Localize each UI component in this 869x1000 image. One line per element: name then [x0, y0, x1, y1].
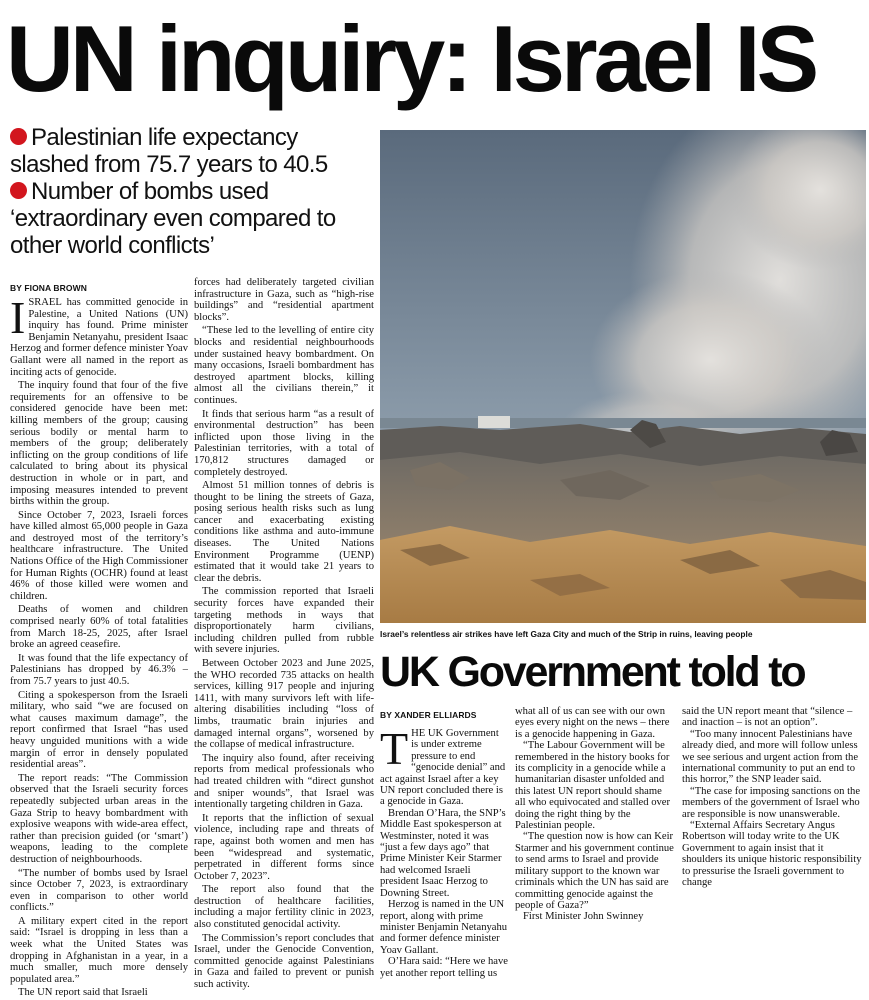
byline-main: BY FIONA BROWN	[10, 283, 87, 293]
article-paragraph: “The number of bombs used by Israel since October 7, 2023, is extraordinary even in comparison to other world conflicts.”	[10, 867, 188, 914]
drop-cap: I	[10, 297, 26, 343]
article-paragraph: Brendan O’Hara, the SNP’s Middle East spokesperson at Westminster, noted it was “just a few days ago” that Prime Minister Keir Starmer had welcomed Israeli president Isaac Herzog to Downing Street.	[380, 807, 506, 899]
gaza-ruins-photo	[380, 130, 866, 623]
article-paragraph: “The Labour Government will be remembered in the history books for its complicity in a genocide while a humanitarian disaster unfolded and this latest UN report should shame all who equivocated and stalled over doing the right thing by the Palestinian people.	[515, 740, 671, 832]
main-article-column-1	[10, 297, 188, 997]
article-paragraph: The Commission’s report concludes that Israel, under the Genocide Convention, committed genocide against Palestinians in Gaza and failed to prevent or punish such activity.	[194, 932, 374, 991]
main-article-column-2	[194, 277, 374, 997]
second-headline: UK Government told to	[380, 648, 805, 696]
article-paragraph: said the UN report meant that “silence – and inaction – is not an option”.	[682, 706, 853, 729]
article-paragraph: what all of us can see with our own eyes every night on the news – there is a genocide happening in Gaza.	[515, 706, 670, 740]
standfirst-bullets	[10, 124, 370, 259]
article-paragraph: Citing a spokesperson from the Israeli military, who said “we are focused on what causes maximum damage”, the report confirmed that Israel “has used heavy unguided munitions with a wide margin of error in densely populated residential areas”.	[10, 689, 188, 771]
article-paragraph: forces had deliberately targeted civilian infrastructure in Gaza, such as “high-rise buildings” and “residential apartment blocks”.	[194, 277, 374, 323]
bullet-text: Number of bombs used ‘extraordinary even compared to other world conflicts’	[10, 178, 336, 259]
bullet-point	[10, 178, 370, 259]
bullet-point	[10, 124, 370, 178]
second-article-column-1	[380, 728, 508, 998]
article-paragraph: “The case for imposing sanctions on the members of the government of Israel who are responsible is now unanswerable.	[682, 785, 861, 820]
article-paragraph: It finds that serious harm “as a result of environmental destruction” has been inflicted upon those living in the Palestinian territories, with a total of 170,812 structures damaged or completely destroyed.	[194, 408, 374, 478]
red-bullet-icon	[10, 128, 27, 145]
byline-second: BY XANDER ELLIARDS	[380, 710, 477, 720]
article-paragraph: A military expert cited in the report said: “Israel is dropping in less than a week what the United States was dropping in Afghanistan in a year, in a much smaller, much more densely populated area.”	[10, 915, 188, 985]
article-paragraph: Between October 2023 and June 2025, the WHO recorded 735 attacks on health services, killing 917 people and injuring 1411, with many survivors left with life-altering disabilities including “loss of limbs, traumatic brain injuries and damaged internal organs”, worsened by the collapse of medical infrastructure.	[194, 658, 374, 751]
article-paragraph: It was found that the life expectancy of Palestinians has dropped by 46.3% – from 75.7 years to just 40.5.	[10, 652, 188, 687]
article-paragraph: First Minister John Swinney	[523, 911, 644, 923]
red-bullet-icon	[10, 182, 27, 199]
article-paragraph: “The question now is how can Keir Starmer and his government continue to send arms to Israel and provide military support to the known war criminals which the UN has said are committing genocide against the people of Gaza?”	[515, 831, 674, 911]
headline: UN inquiry: Israel IS	[6, 6, 816, 111]
article-paragraph: The inquiry also found, after receiving reports from medical professionals who had treated children with “direct gunshot and sniper wounds”, that Israel was intentionally targeting children in Gaza.	[194, 752, 374, 811]
second-article-column-3	[682, 706, 862, 998]
article-paragraph: “Too many innocent Palestinians have already died, and more will follow unless we see serious and urgent action from the international community to put an end to this horror,” the SNP leader said.	[682, 728, 859, 786]
second-article-column-2	[515, 706, 675, 998]
photo-caption: Israel’s relentless air strikes have left Gaza City and much of the Strip in ruins, leaving people	[380, 629, 753, 639]
article-paragraph: The inquiry found that four of the five requirements for an offensive to be considered genocide have been met: killing members of the group; causing serious bodily or mental harm to members of the group; deliberately inflicting on the group conditions of life calculated to bring about its physical destruction in whole or in part, and imposing measures intended to prevent births within the group.	[10, 380, 188, 508]
article-paragraph: It reports that the infliction of sexual violence, including rape and threats of rape, against both women and men has been “widespread and systematic, perpetrated in different forms since October 7, 2023”.	[194, 812, 374, 882]
article-paragraph: Deaths of women and children comprised nearly 60% of total fatalities from March 18-25, 2025, after Israel broke an agreed ceasefire.	[10, 604, 188, 651]
drop-cap: T	[380, 728, 409, 774]
article-paragraph: The UN report said that Israeli	[18, 987, 148, 997]
article-paragraph: “External Affairs Secretary Angus Robertson will today write to the UK Government to again insist that it shoulders its unique historic responsibility to pressurise the Israeli government to change	[682, 820, 862, 889]
article-paragraph: Herzog is named in the UN report, along with prime minister Benjamin Netanyahu and former defence minister Yoav Gallant.	[380, 899, 508, 956]
article-paragraph: ISRAEL has committed genocide in Palestine, a United Nations (UN) inquiry has found. Prime minister Benjamin Netanyahu, president Isaac Herzog and former defence minister Yoav Gallant were all named in the report as inciting acts of genocide.	[10, 297, 188, 378]
article-paragraph: Almost 51 million tonnes of debris is thought to be lining the streets of Gaza, posing serious health risks such as lung cancer and exacerbating existing conditions like asthma and auto-immune diseases. The United Nations Environment Programme (UENP) estimated that it would take 21 years to clear the debris.	[194, 480, 374, 584]
article-paragraph: The report also found that the destruction of healthcare facilities, including a major fertility clinic in 2023, also constituted genocidal activity.	[194, 884, 374, 931]
article-paragraph: Since October 7, 2023, Israeli forces have killed almost 65,000 people in Gaza and destroyed most of the territory’s healthcare infrastructure. The United Nations Office of the High Commissioner for Human Rights (OCHR) found at least 46% of those killed were women and children.	[10, 509, 188, 602]
article-paragraph: THE UK Government is under extreme pressure to end “genocide denial” and act against Israel after a key UN report concluded there is a genocide in Gaza.	[380, 728, 506, 808]
article-paragraph: O’Hara said: “Here we have yet another report telling us	[380, 956, 508, 979]
bullet-text: Palestinian life expectancy slashed from 75.7 years to 40.5	[10, 124, 328, 178]
article-paragraph: The report reads: “The Commission observed that the Israeli security forces repeatedly subjected urban areas in the Gaza Strip to heavy bombardment with explosive weapons with wide-area effect, rather than precision guided (or ‘smart’) weapons, leading to the complete destruction of neighbourhoods.	[10, 772, 188, 865]
article-paragraph: “These led to the levelling of entire city blocks and residential neighbourhoods under sustained heavy bombardment. On many occasions, Israeli bombardment has destroyed apartment blocks, killing almost all the civilians therein,” it continues.	[194, 325, 374, 406]
article-paragraph: The commission reported that Israeli security forces have expanded their targeting methods in ways that disproportionately harm civilians, including children pulled from rubble with severe injuries.	[194, 586, 374, 656]
